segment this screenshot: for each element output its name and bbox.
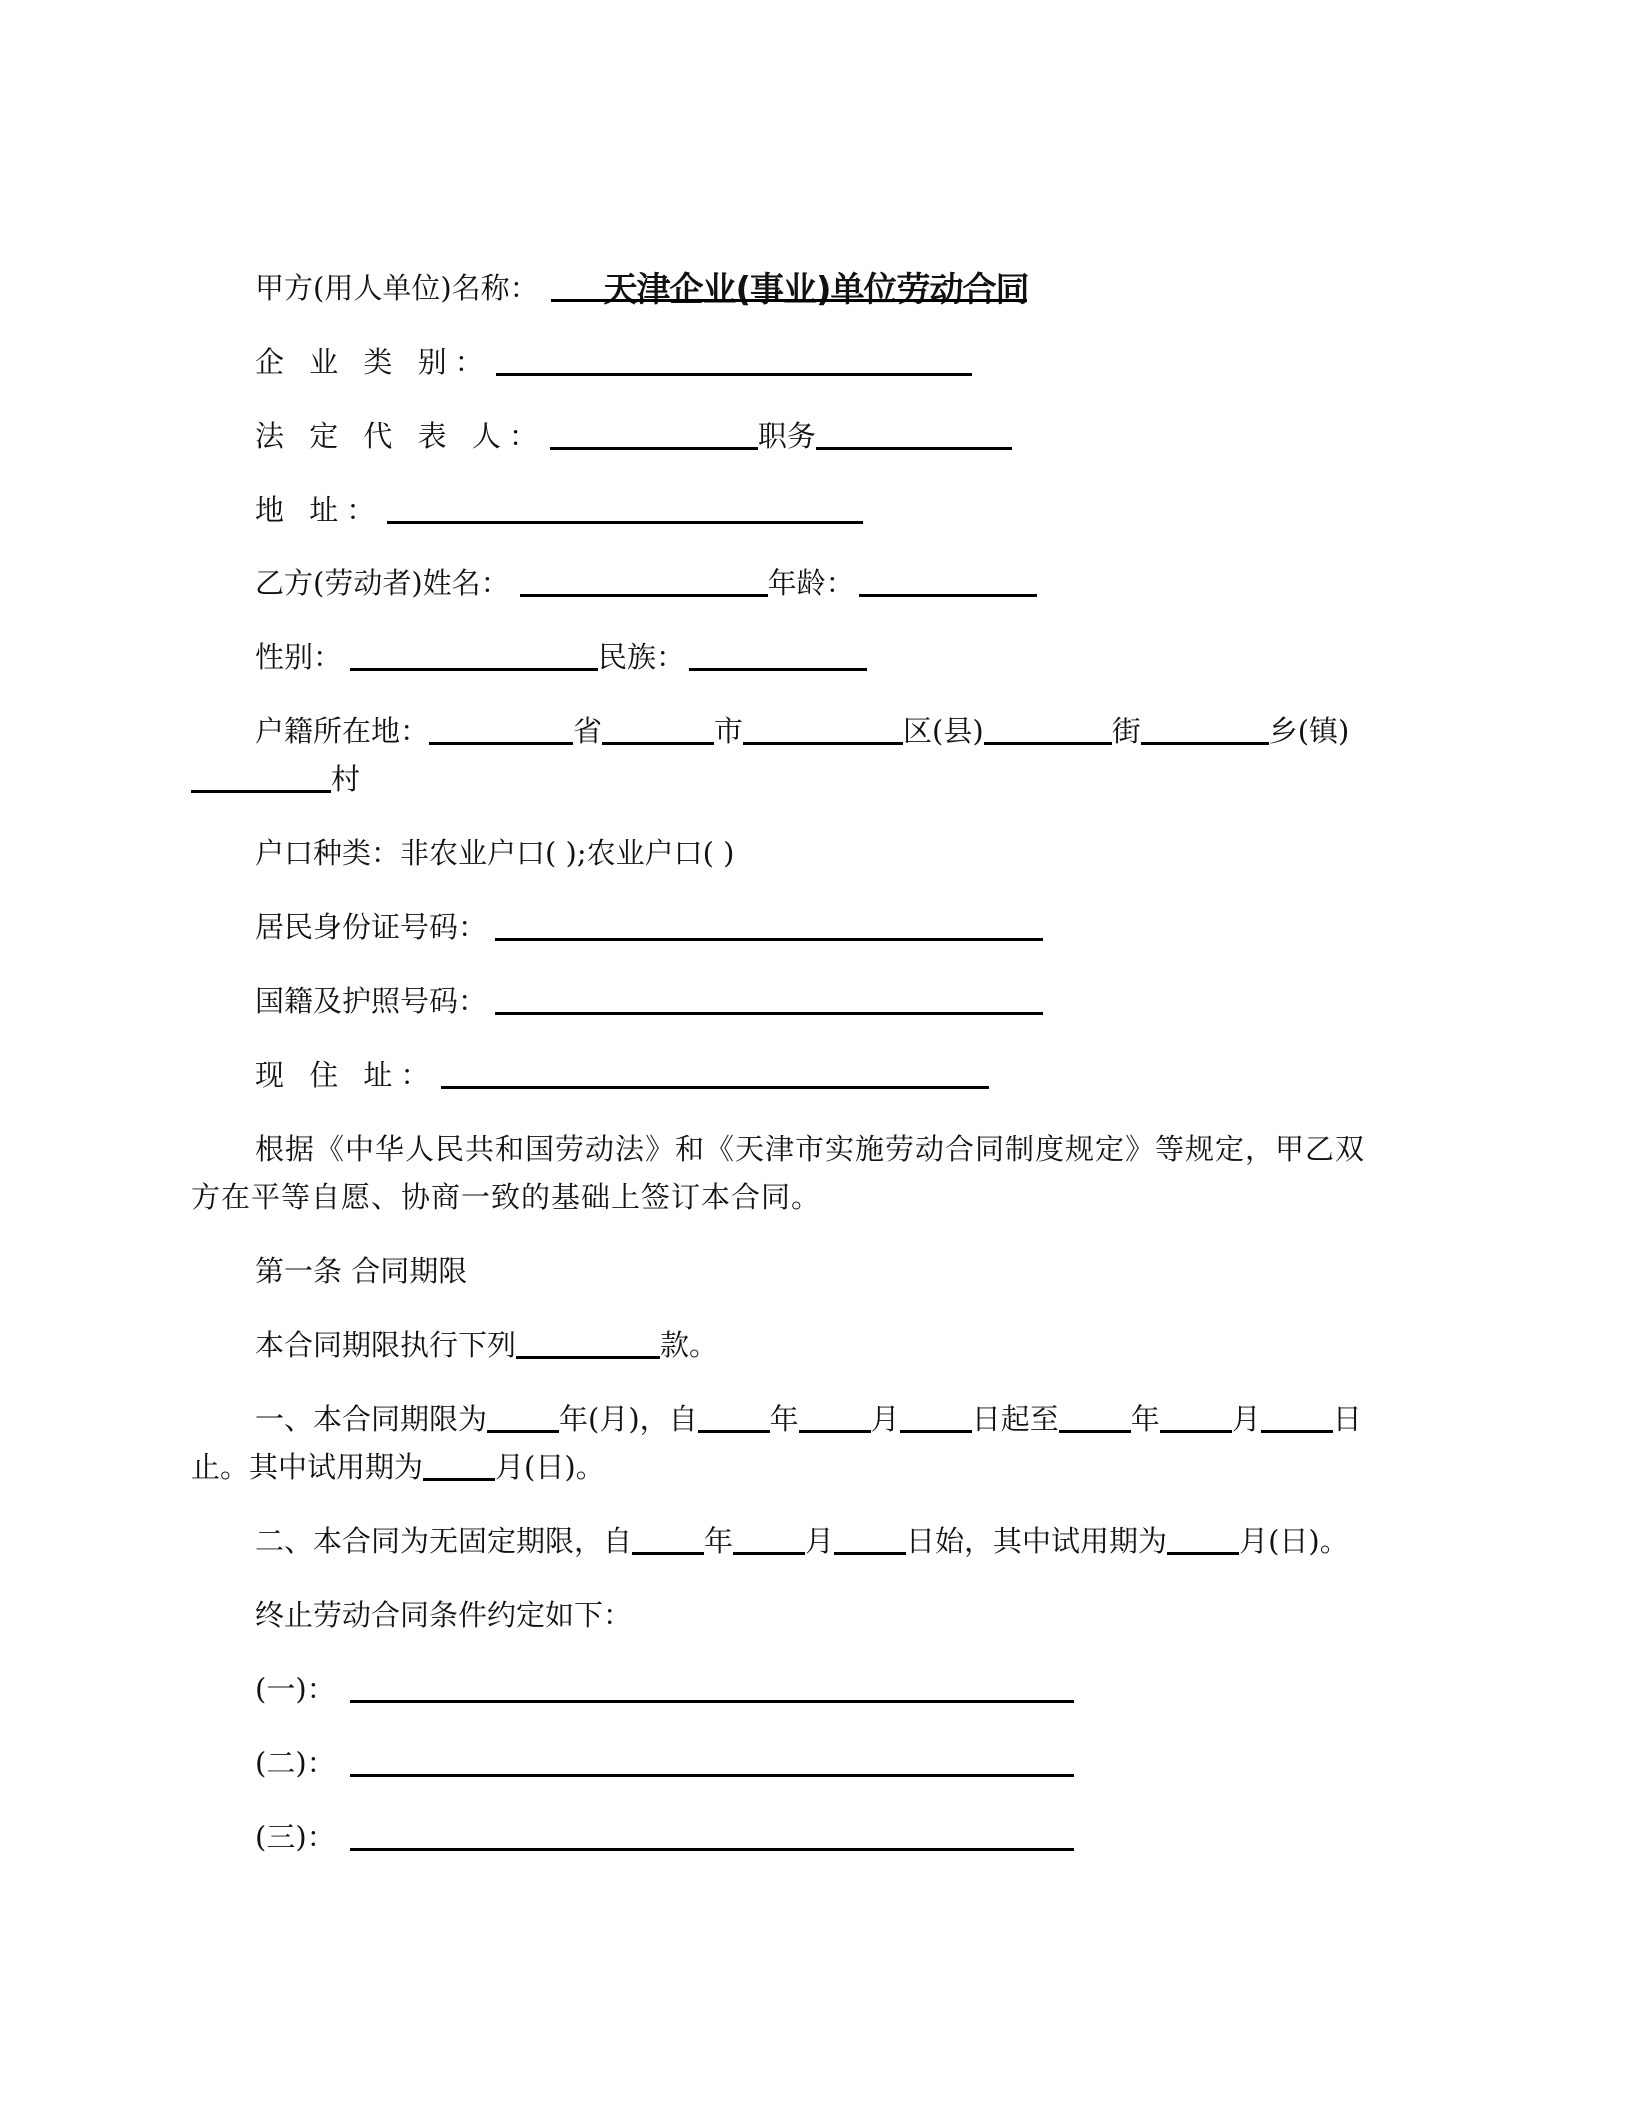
legal-rep-row [255,416,1012,456]
township-blank[interactable] [1141,712,1269,745]
position-blank[interactable] [816,417,1012,450]
legal-rep-blank[interactable] [550,417,758,450]
condition-blank[interactable] [350,1744,1074,1777]
current-address-blank[interactable] [441,1056,989,1089]
month-label: 月 [1231,1402,1261,1436]
day-label: 日 [1332,1402,1362,1436]
gender-blank[interactable] [350,638,598,671]
street-blank[interactable] [984,712,1112,745]
term-item2-row [255,1521,1349,1561]
termination-heading: 终止劳动合同条件约定如下： [255,1598,633,1632]
ethnicity-blank[interactable] [689,638,867,671]
enterprise-type-label: 企 业 类 别： [255,345,492,379]
month-label: 月 [805,1524,835,1558]
address-row [255,490,863,530]
address-blank[interactable] [387,491,863,524]
open-probation-text: 日始，其中试用期为 [906,1524,1168,1558]
township-label: 乡(镇) [1268,714,1350,748]
condition-row [255,1669,1074,1709]
execute-clause-row [255,1325,718,1365]
execute-clause-text: 本合同期限执行下列 [255,1328,517,1362]
probation-text: 止。其中试用期为 [191,1450,424,1484]
party-a-name-blank[interactable] [551,269,1027,302]
open-start-month-blank[interactable] [733,1522,805,1555]
open-start-day-blank[interactable] [834,1522,906,1555]
passport-blank[interactable] [495,982,1043,1015]
village-label: 村 [331,762,361,796]
year-month-label: 年(月)，自 [559,1402,698,1436]
end-day-blank[interactable] [1261,1400,1333,1433]
id-number-blank[interactable] [495,908,1043,941]
city-label: 市 [714,714,744,748]
basis-paragraph-line2: 方在平等自愿、协商一致的基础上签订本合同。 [191,1180,822,1214]
district-label: 区(县) [903,714,984,748]
term-item1-text: 一、本合同期限为 [255,1402,488,1436]
condition-label: (一)： [255,1672,336,1706]
id-number-label: 居民身份证号码： [255,910,488,944]
hukou-location-label: 户籍所在地： [255,714,430,748]
hukou-type-row: 户口种类：非农业户口( );农业户口( ) [255,836,735,870]
document-title: 天津企业(事业)单位劳动合同 [603,270,1029,310]
party-a-name-row [255,268,1027,308]
age-blank[interactable] [859,564,1037,597]
start-year-blank[interactable] [698,1400,770,1433]
party-a-name-label: 甲方(用人单位)名称： [255,271,539,305]
probation-blank[interactable] [423,1448,495,1481]
party-b-name-label: 乙方(劳动者)姓名： [255,566,510,600]
start-month-blank[interactable] [799,1400,871,1433]
year-label: 年 [704,1524,734,1558]
ethnicity-label: 民族： [598,640,686,674]
current-address-label: 现 住 址： [255,1058,438,1092]
party-b-name-row [255,563,1037,603]
year-label: 年 [769,1402,799,1436]
condition-blank[interactable] [350,1670,1074,1703]
street-label: 街 [1111,714,1141,748]
execute-clause-suffix: 款。 [660,1328,719,1362]
basis-paragraph-line1: 根据《中华人民共和国劳动法》和《天津市实施劳动合同制度规定》等规定，甲乙双 [255,1132,1366,1166]
district-blank[interactable] [743,712,903,745]
month-label: 月 [870,1402,900,1436]
article1-heading: 第一条 合同期限 [255,1254,468,1288]
end-month-blank[interactable] [1160,1400,1232,1433]
legal-rep-label: 法 定 代 表 人： [255,419,546,453]
open-start-year-blank[interactable] [632,1522,704,1555]
term-item2-text: 二、本合同为无固定期限，自 [255,1524,633,1558]
age-label: 年龄： [767,566,855,600]
position-label: 职务 [757,419,816,453]
end-year-blank[interactable] [1059,1400,1131,1433]
hukou-location-row [255,711,1349,751]
enterprise-type-blank[interactable] [496,343,972,376]
condition-row [255,1817,1074,1857]
city-blank[interactable] [602,712,714,745]
passport-row [255,981,1043,1021]
passport-label: 国籍及护照号码： [255,984,488,1018]
term-length-blank[interactable] [487,1400,559,1433]
open-probation-blank[interactable] [1167,1522,1239,1555]
address-label: 地 址： [255,493,384,527]
start-day-blank[interactable] [900,1400,972,1433]
probation-unit: 月(日)。 [1239,1524,1349,1558]
province-label: 省 [573,714,603,748]
condition-label: (二)： [255,1746,336,1780]
condition-row [255,1743,1074,1783]
enterprise-type-row [255,342,972,382]
probation-unit: 月(日)。 [495,1450,605,1484]
term-item1-line2 [191,1447,605,1487]
village-blank[interactable] [191,760,331,793]
clause-number-blank[interactable] [516,1326,660,1359]
gender-row [255,637,867,677]
current-address-row [255,1055,989,1095]
gender-label: 性别： [255,640,343,674]
village-row [191,759,360,799]
condition-blank[interactable] [350,1818,1074,1851]
province-blank[interactable] [429,712,573,745]
start-to-label: 日起至 [971,1402,1059,1436]
year-label: 年 [1130,1402,1160,1436]
term-item1-row [255,1399,1362,1439]
party-b-name-blank[interactable] [520,564,768,597]
id-number-row [255,907,1043,947]
condition-label: (三)： [255,1820,336,1854]
